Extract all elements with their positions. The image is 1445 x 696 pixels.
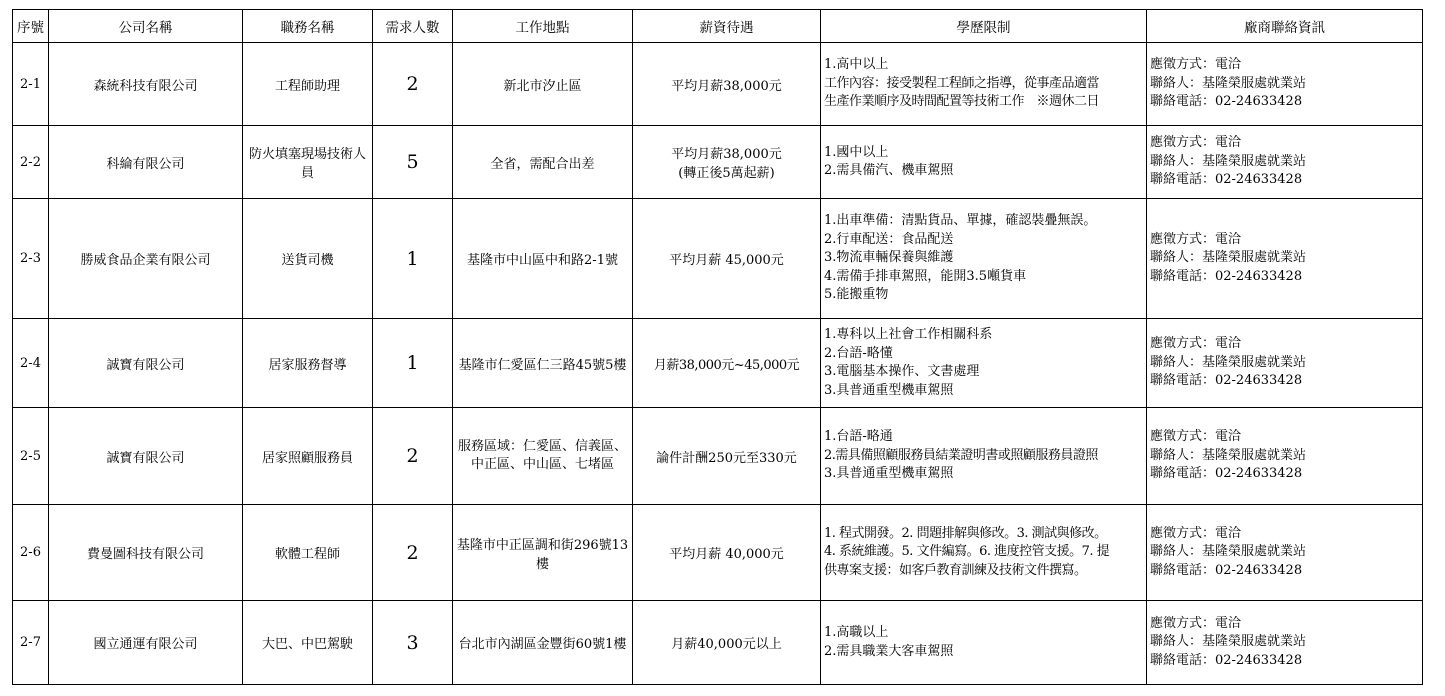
job-title: 居家服務督導 bbox=[243, 319, 373, 408]
contact-cell bbox=[1147, 199, 1423, 319]
header-headcount: 需求人數 bbox=[373, 10, 453, 43]
row-id: 2-3 bbox=[13, 199, 49, 319]
row-id: 2-1 bbox=[13, 43, 49, 126]
contact-method: 應徵方式：電洽 bbox=[1150, 525, 1242, 541]
contact-person: 聯絡人：基隆榮服處就業站 bbox=[1150, 447, 1307, 463]
contact-person: 聯絡人：基隆榮服處就業站 bbox=[1150, 634, 1307, 650]
salary-line: 論件計酬250元至330元 bbox=[656, 450, 797, 466]
salary-line: 平均月薪 45,000元 bbox=[669, 253, 784, 268]
requirements-cell bbox=[821, 319, 1147, 408]
headcount: 1 bbox=[373, 199, 453, 319]
requirement-line: 工作內容：接受製程工程師之指導，從事產品適當 bbox=[824, 75, 1100, 91]
requirement-line: 5.能搬重物 bbox=[824, 287, 889, 303]
work-location-text: 基隆市中正區調和街296號13樓 bbox=[456, 537, 629, 572]
row-id: 2-6 bbox=[13, 505, 49, 601]
salary-line: 月薪40,000元以上 bbox=[671, 637, 782, 652]
work-location bbox=[453, 601, 633, 685]
requirement-line: 1.台語-略通 bbox=[824, 429, 893, 445]
requirements-cell bbox=[821, 505, 1147, 601]
contact-cell bbox=[1147, 505, 1423, 601]
table-row bbox=[13, 408, 1423, 505]
requirement-line: 2.需具備照顧服務員結業證明書或照顧服務員證照 bbox=[824, 447, 1098, 463]
headcount: 2 bbox=[373, 43, 453, 126]
requirement-line: 1. 程式開發。2. 問題排解與修改。3. 測試與修改。 bbox=[824, 525, 1107, 541]
requirement-line: 4. 系統維護。5. 文件編寫。6. 進度控管支援。7. 提 bbox=[824, 544, 1110, 560]
row-id: 2-4 bbox=[13, 319, 49, 408]
salary-line: 月薪38,000元~45,000元 bbox=[653, 357, 800, 373]
requirements-cell bbox=[821, 43, 1147, 126]
contact-cell bbox=[1147, 408, 1423, 505]
salary-cell bbox=[633, 126, 821, 199]
job-title: 送貨司機 bbox=[243, 199, 373, 319]
contact-cell bbox=[1147, 601, 1423, 685]
contact-method: 應徵方式：電洽 bbox=[1150, 57, 1242, 73]
requirement-line: 2.需具職業大客車駕照 bbox=[824, 643, 954, 659]
contact-phone: 聯絡電話：02-24633428 bbox=[1150, 268, 1303, 284]
row-id: 2-7 bbox=[13, 601, 49, 685]
job-title: 工程師助理 bbox=[243, 43, 373, 126]
contact-person: 聯絡人：基隆榮服處就業站 bbox=[1150, 153, 1307, 169]
headcount: 2 bbox=[373, 505, 453, 601]
salary-line: 平均月薪 40,000元 bbox=[669, 547, 784, 562]
contact-phone: 聯絡電話：02-24633428 bbox=[1150, 466, 1303, 482]
company-name: 勝威食品企業有限公司 bbox=[49, 199, 243, 319]
job-title: 防火填塞現場技術人員 bbox=[243, 126, 373, 199]
salary-cell bbox=[633, 601, 821, 685]
work-location-text: 台北市內湖區金豐街60號1樓 bbox=[458, 637, 627, 652]
requirements-cell bbox=[821, 601, 1147, 685]
work-location: 新北市汐止區 bbox=[453, 43, 633, 126]
requirement-line: 2.台語-略懂 bbox=[824, 345, 893, 361]
header-job-title: 職務名稱 bbox=[243, 10, 373, 43]
table-row bbox=[13, 126, 1423, 199]
contact-cell bbox=[1147, 43, 1423, 126]
salary-line: 平均月薪38,000元 bbox=[671, 78, 782, 94]
row-id: 2-2 bbox=[13, 126, 49, 199]
requirements-cell bbox=[821, 126, 1147, 199]
company-name: 森統科技有限公司 bbox=[49, 43, 243, 126]
company-name: 誠寶有限公司 bbox=[49, 319, 243, 408]
contact-phone: 聯絡電話：02-24633428 bbox=[1150, 172, 1303, 188]
table-row bbox=[13, 43, 1423, 126]
contact-method: 應徵方式：電洽 bbox=[1150, 615, 1242, 631]
requirement-line: 1.國中以上 bbox=[824, 144, 889, 160]
company-name: 國立通運有限公司 bbox=[49, 601, 243, 685]
company-name: 科綸有限公司 bbox=[49, 126, 243, 199]
requirement-line: 3.具普通重型機車駕照 bbox=[824, 382, 954, 398]
company-name: 費曼圖科技有限公司 bbox=[49, 505, 243, 601]
headcount: 2 bbox=[373, 408, 453, 505]
requirements-cell bbox=[821, 408, 1147, 505]
requirement-line: 1.專科以上社會工作相關科系 bbox=[824, 327, 993, 342]
contact-person: 聯絡人：基隆榮服處就業站 bbox=[1150, 354, 1307, 370]
contact-phone: 聯絡電話：02-24633428 bbox=[1150, 94, 1303, 110]
header-salary: 薪資待遇 bbox=[633, 10, 821, 43]
contact-person: 聯絡人：基隆榮服處就業站 bbox=[1150, 544, 1307, 560]
salary-cell bbox=[633, 43, 821, 126]
contact-phone: 聯絡電話：02-24633428 bbox=[1150, 652, 1303, 668]
contact-method: 應徵方式：電洽 bbox=[1150, 429, 1242, 445]
salary-cell bbox=[633, 199, 821, 319]
contact-phone: 聯絡電話：02-24633428 bbox=[1150, 562, 1303, 578]
requirement-line: 1.高中以上 bbox=[824, 57, 889, 73]
requirement-line: 4.需備手排車駕照，能開3.5噸貨車 bbox=[824, 268, 1027, 284]
header-location: 工作地點 bbox=[453, 10, 633, 43]
requirement-line: 2.需具備汽、機車駕照 bbox=[824, 163, 954, 178]
work-location: 基隆市中山區中和路2-1號 bbox=[453, 199, 633, 319]
header-company: 公司名稱 bbox=[49, 10, 243, 43]
salary-line: 平均月薪38,000元 bbox=[671, 147, 782, 162]
requirement-line: 生產作業順序及時間配置等技術工作 ※週休二日 bbox=[824, 94, 1100, 110]
work-location bbox=[453, 408, 633, 505]
headcount: 3 bbox=[373, 601, 453, 685]
contact-cell bbox=[1147, 126, 1423, 199]
work-location-text: 基隆市仁愛區仁三路45號5樓 bbox=[458, 357, 627, 373]
work-location: 全省，需配合出差 bbox=[453, 126, 633, 199]
work-location bbox=[453, 319, 633, 408]
contact-method: 應徵方式：電洽 bbox=[1150, 336, 1242, 352]
job-title: 居家照顧服務員 bbox=[243, 408, 373, 505]
job-title: 軟體工程師 bbox=[243, 505, 373, 601]
contact-method: 應徵方式：電洽 bbox=[1150, 135, 1242, 151]
header-contact: 廠商聯絡資訊 bbox=[1147, 10, 1423, 43]
requirement-line: 3.電腦基本操作、文書處理 bbox=[824, 364, 980, 379]
contact-method: 應徵方式：電洽 bbox=[1150, 231, 1242, 247]
job-listing-table bbox=[12, 9, 1423, 685]
requirement-line: 1.高職以上 bbox=[824, 625, 889, 640]
contact-person: 聯絡人：基隆榮服處就業站 bbox=[1150, 75, 1307, 91]
header-requirements: 學歷限制 bbox=[821, 10, 1147, 43]
table-row bbox=[13, 505, 1423, 601]
header-row bbox=[13, 10, 1423, 43]
row-id: 2-5 bbox=[13, 408, 49, 505]
contact-cell bbox=[1147, 319, 1423, 408]
requirement-line: 供專案支援：如客戶教育訓練及技術文件撰寫。 bbox=[824, 562, 1087, 578]
table-row bbox=[13, 199, 1423, 319]
salary-cell bbox=[633, 319, 821, 408]
work-location bbox=[453, 505, 633, 601]
work-location-text: 服務區域：仁愛區、信義區、中正區、中山區、七堵區 bbox=[457, 438, 627, 472]
requirement-line: 3.具普通重型機車駕照 bbox=[824, 466, 954, 482]
contact-person: 聯絡人：基隆榮服處就業站 bbox=[1150, 250, 1307, 266]
requirement-line: 3.物流車輛保養與維護 bbox=[824, 250, 954, 266]
requirement-line: 2.行車配送：食品配送 bbox=[824, 231, 954, 247]
requirement-line: 1.出車準備：清點貨品、單據，確認裝疊無誤。 bbox=[824, 213, 1097, 229]
headcount: 5 bbox=[373, 126, 453, 199]
salary-cell bbox=[633, 408, 821, 505]
salary-note: (轉正後5萬起薪) bbox=[678, 166, 775, 181]
contact-phone: 聯絡電話：02-24633428 bbox=[1150, 373, 1303, 389]
header-id: 序號 bbox=[13, 10, 49, 43]
requirements-cell bbox=[821, 199, 1147, 319]
table-row bbox=[13, 319, 1423, 408]
table-row bbox=[13, 601, 1423, 685]
headcount: 1 bbox=[373, 319, 453, 408]
job-title: 大巴、中巴駕駛 bbox=[243, 601, 373, 685]
company-name: 誠寶有限公司 bbox=[49, 408, 243, 505]
salary-cell bbox=[633, 505, 821, 601]
